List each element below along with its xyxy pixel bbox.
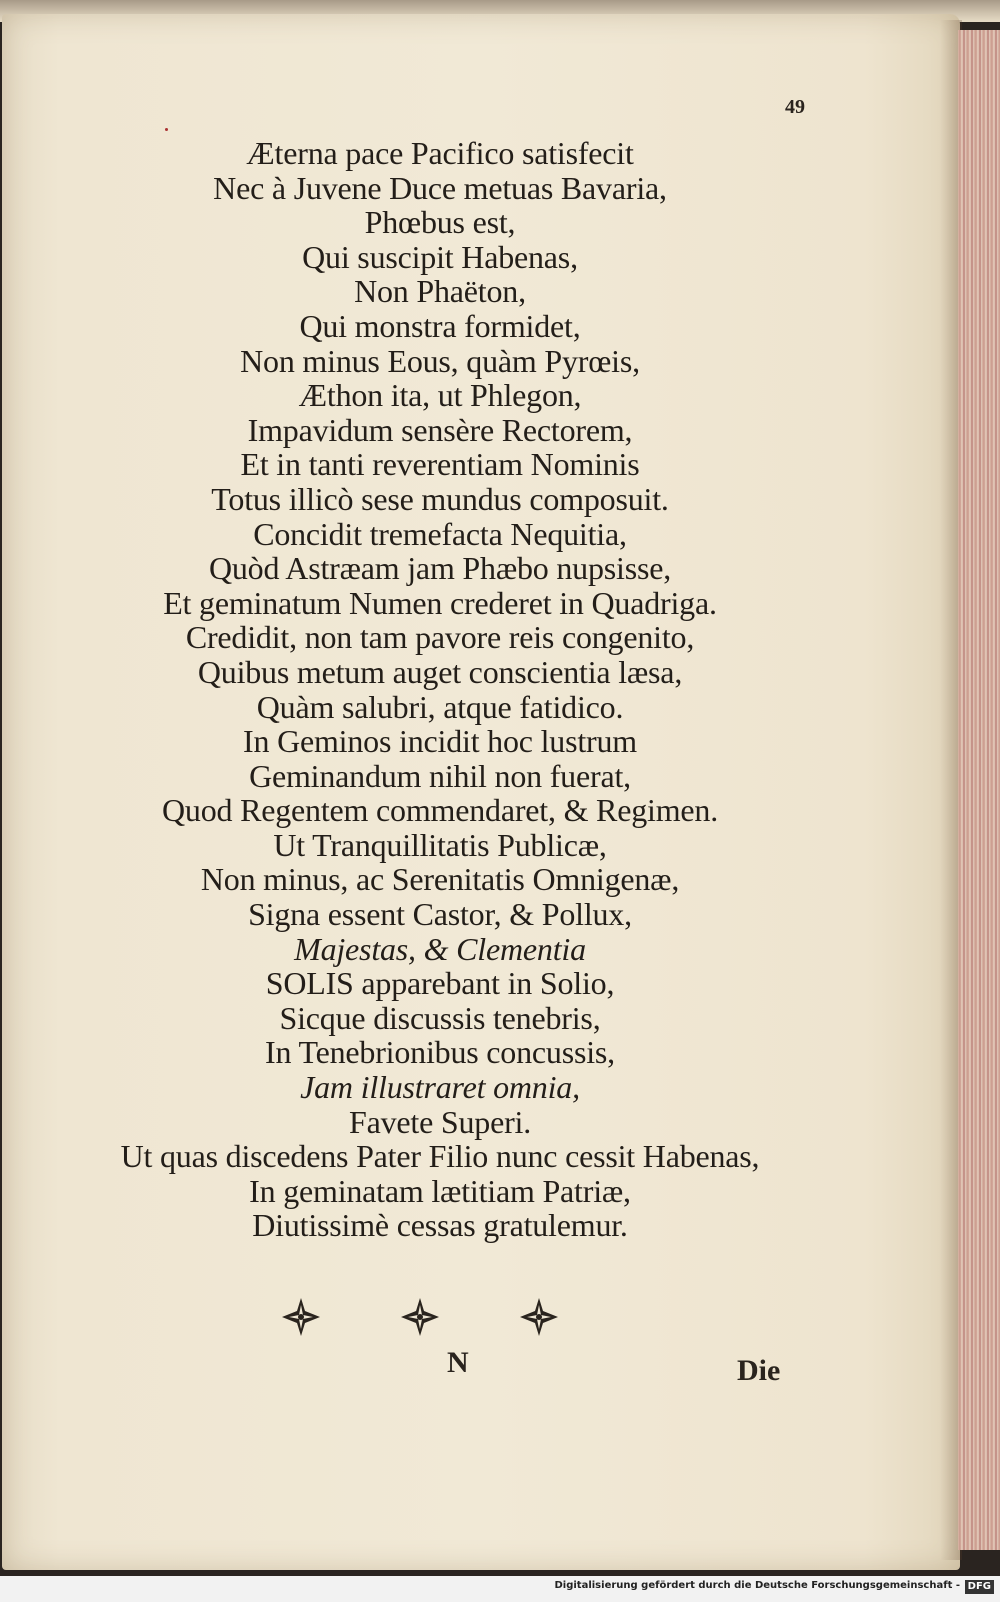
page-number: 49 <box>785 96 805 118</box>
catchword: Die <box>737 1354 781 1387</box>
text-line: In geminatam lætitiam Patriæ, <box>249 1172 631 1209</box>
text-line: SOLIS apparebant in Solio, <box>265 965 615 1002</box>
cross-ornament-icon <box>280 1296 322 1338</box>
text-line: Impavidum sensère Rectorem, <box>247 411 633 448</box>
footer-credit: Digitalisierung gefördert durch die Deutsche Forschungsgemeinschaft - <box>554 1580 960 1591</box>
text-line: Æthon ita, ut Phlegon, <box>298 377 582 414</box>
text-line: Credidit, non tam pavore reis congenito, <box>185 619 695 656</box>
text-line: Phœbus est, <box>364 204 516 241</box>
text-line: Non Phaëton, <box>354 273 526 310</box>
signature-mark: N <box>447 1346 469 1379</box>
cross-ornament-icon <box>399 1296 441 1338</box>
text-line: Concidit tremefacta Nequitia, <box>253 515 627 552</box>
ornament-crosses <box>280 1296 560 1338</box>
text-line: Qui suscipit Habenas, <box>302 238 578 275</box>
text-line: Majestas, & Clementia <box>294 930 586 967</box>
text-line: Quàm salubri, atque fatidico. <box>256 688 624 725</box>
text-line: Nec à Juvene Duce metuas Bavaria, <box>213 169 667 206</box>
text-line: Geminandum nihil non fuerat, <box>249 757 631 794</box>
text-line: Sicque discussis tenebris, <box>279 999 601 1036</box>
text-line: Favete Superi. <box>348 1103 532 1140</box>
text-line: Non minus, ac Serenitatis Omnigenæ, <box>200 861 680 898</box>
text-line: In Geminos incidit hoc lustrum <box>243 723 637 760</box>
text-line: Jam illustraret omnia, <box>300 1069 580 1106</box>
text-line: Et in tanti reverentiam Nominis <box>240 446 640 483</box>
text-line: Totus illicò sese mundus composuit. <box>211 480 669 517</box>
dfg-logo: DFG <box>965 1580 994 1594</box>
text-line: Qui monstra formidet, <box>299 307 581 344</box>
book-fore-edge <box>958 30 1000 1550</box>
text-line: Æterna pace Pacifico satisfecit <box>246 135 634 171</box>
text-line: In Tenebrionibus concussis, <box>265 1034 615 1071</box>
text-line: Quòd Astræam jam Phæbo nupsisse, <box>208 550 672 587</box>
text-line: Et geminatum Numen crederet in Quadriga. <box>163 584 717 621</box>
text-line: Quibus metum auget conscientia læsa, <box>197 653 683 690</box>
text-line: Diutissimè cessas gratulemur. <box>252 1207 628 1244</box>
text-line: Signa essent Castor, & Pollux, <box>248 896 632 933</box>
poem-text <box>0 136 880 1243</box>
text-line: Ut Tranquillitatis Publicæ, <box>273 826 607 863</box>
ink-speck <box>165 128 168 131</box>
text-line: Non minus Eous, quàm Pyrœis, <box>240 342 640 379</box>
cross-ornament-icon <box>518 1296 560 1338</box>
text-line: Quod Regentem commendaret, & Regimen. <box>161 792 718 829</box>
text-line: Ut quas discedens Pater Filio nunc cessit Habenas, <box>120 1138 760 1175</box>
